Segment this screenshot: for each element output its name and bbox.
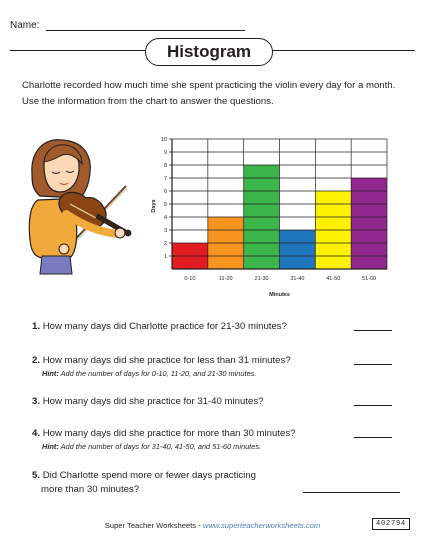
footer-brand: Super Teacher Worksheets [104,521,197,530]
hint-text: Add the number of days for 31-40, 41-50, and 51-60 minutes. [58,442,262,451]
footer-separator: - [196,521,203,530]
question-number: 4. [32,428,41,439]
y-tick-label: 10 [160,137,167,143]
question-text-cont: more than 30 minutes? [41,484,140,495]
y-tick-label: 8 [163,163,167,169]
histogram-chart [151,137,387,298]
answer-line-3[interactable] [354,405,392,406]
question-text: How many days did she practice for more than 30 minutes? [42,428,296,439]
name-label: Name: [10,20,40,31]
hint-label: Hint: [42,369,59,378]
y-tick-label: 6 [163,189,167,195]
answer-line-5[interactable] [303,492,400,493]
question-number: 5. [32,470,41,481]
answer-line-1[interactable] [354,330,392,331]
question-number: 3. [32,396,41,407]
intro-text: Charlotte recorded how much time she spent practicing the violin every day for a month. Use the information from the chart to answer the questions. [22,80,396,107]
hint-2 [42,369,256,378]
question-2 [32,355,291,366]
question-text: Did Charlotte spend more or fewer days practicing [42,470,256,481]
x-tick-label: 21-30 [254,276,269,282]
answer-line-4[interactable] [354,437,392,438]
document-id: 402794 [372,518,410,530]
x-tick-label: 51-60 [362,276,377,282]
girl-playing-violin-icon [29,140,131,274]
question-text: How many days did she practice for 31-40 minutes? [42,396,264,407]
footer [0,521,425,530]
y-tick-label: 9 [163,150,167,156]
question-5 [32,469,256,497]
page-title: Histogram [145,38,273,66]
x-axis-label: Minutes [269,292,290,298]
question-4 [32,428,295,439]
x-tick-label: 31-40 [290,276,305,282]
x-tick-label: 0-10 [184,276,196,282]
question-3 [32,396,263,407]
hint-4 [42,442,261,451]
x-tick-label: 41-50 [326,276,341,282]
question-text: How many days did she practice for less than 31 minutes? [42,355,291,366]
y-tick-label: 7 [163,176,167,182]
question-1 [32,321,287,332]
bar-31-40 [280,230,316,269]
y-tick-label: 4 [163,215,167,221]
hint-label: Hint: [42,442,59,451]
answer-line-2[interactable] [354,364,392,365]
footer-url[interactable]: www.superteacherworksheets.com [202,521,321,530]
y-tick-label: 2 [163,241,167,247]
y-axis-label: Days [151,199,157,213]
y-tick-label: 3 [163,228,167,234]
x-tick-label: 11-20 [218,276,233,282]
bar-51-60 [351,178,387,269]
question-text: How many days did Charlotte practice for 21-30 minutes? [42,321,287,332]
y-tick-label: 1 [163,254,167,260]
y-tick-label: 5 [163,202,167,208]
question-number: 1. [32,321,41,332]
question-number: 2. [32,355,41,366]
hint-text: Add the number of days for 0-10, 11-20, and 21-30 minutes. [58,369,257,378]
